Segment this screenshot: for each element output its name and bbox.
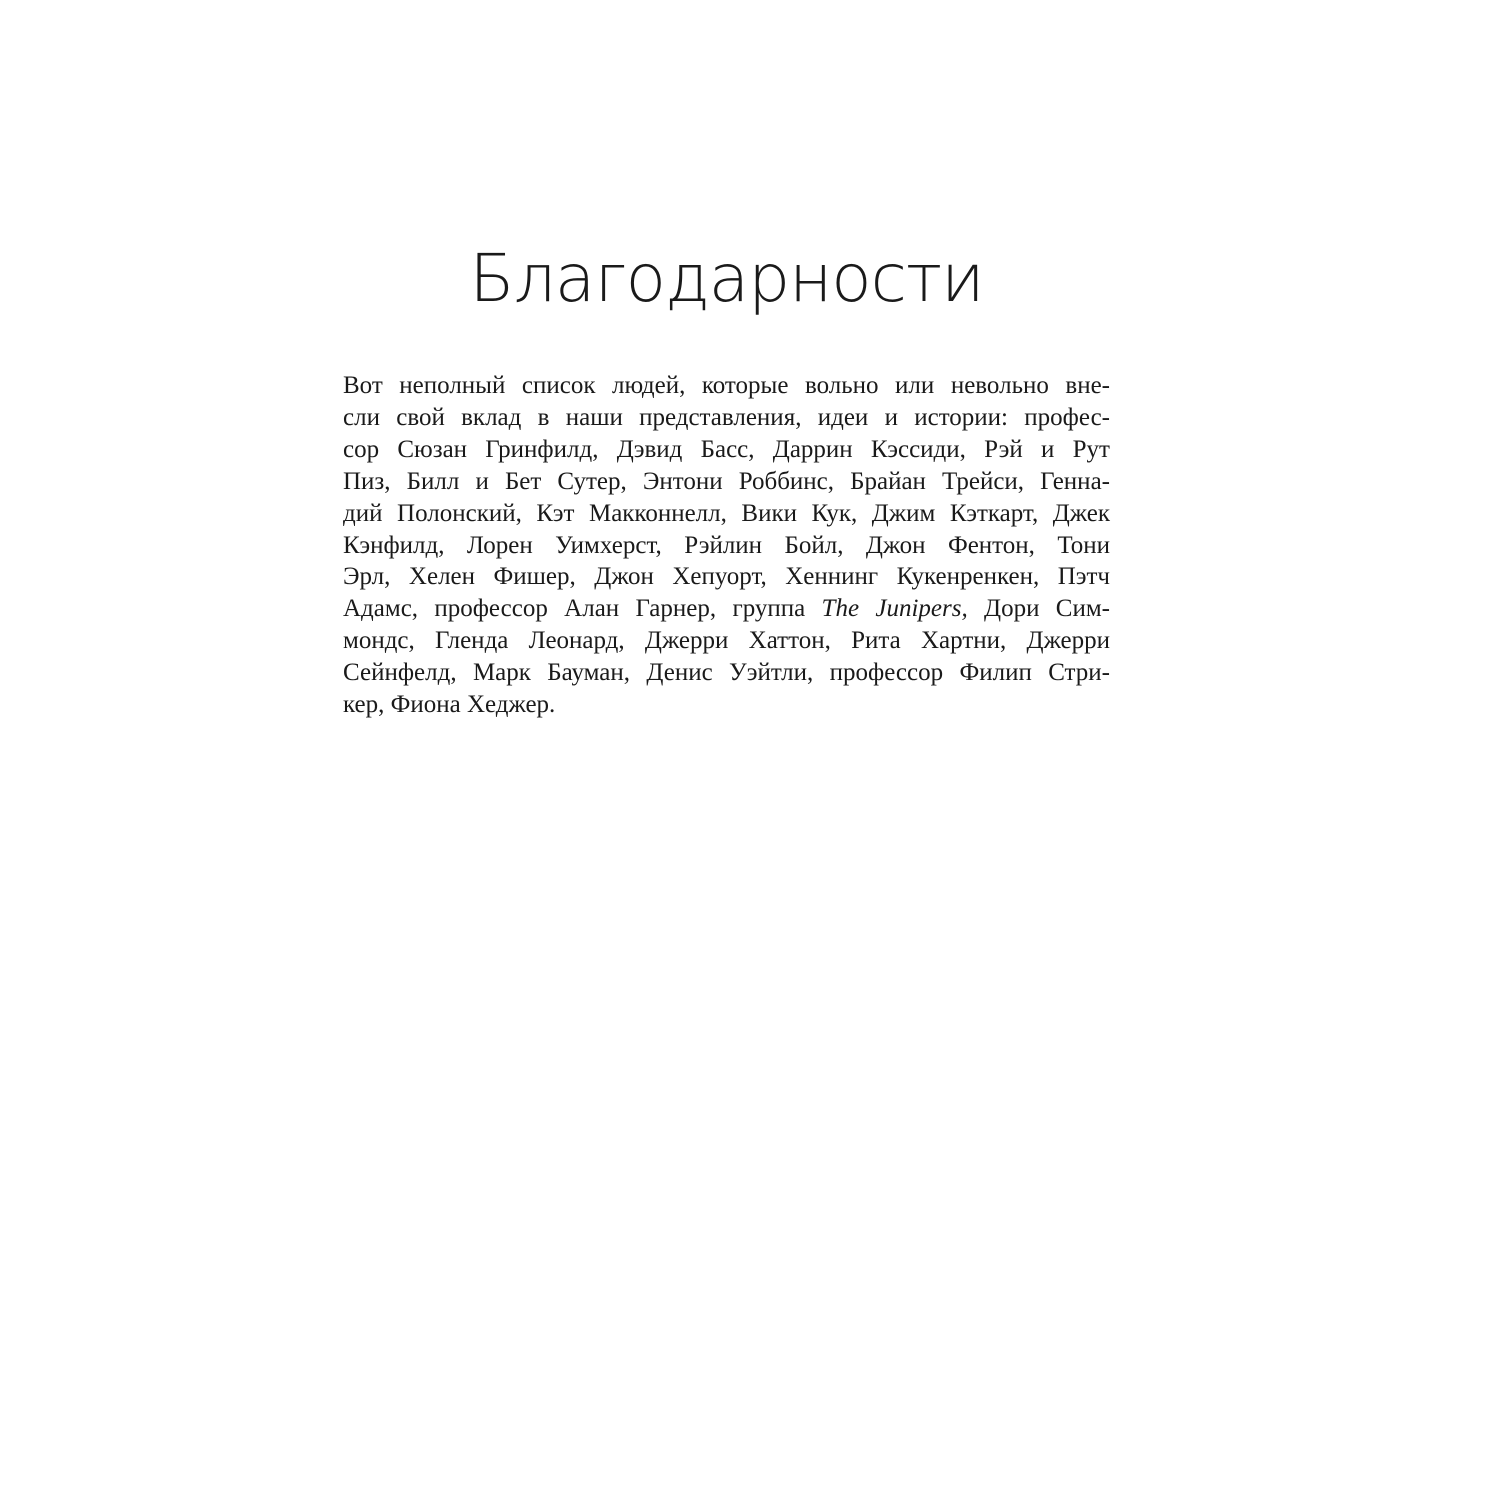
- paragraph-line: Сейнфелд, Марк Бауман, Денис Уэйтли, профессор Филип Стри-: [343, 659, 1110, 687]
- paragraph-line: сор Сюзан Гринфилд, Дэвид Басс, Даррин Кэссиди, Рэй и Рут: [343, 435, 1110, 463]
- paragraph-line: Кэнфилд, Лорен Уимхерст, Рэйлин Бойл, Джон Фентон, Тони: [343, 531, 1110, 559]
- paragraph-line: Эрл, Хелен Фишер, Джон Хепуорт, Хеннинг Кукенренкен, Пэтч: [343, 563, 1110, 591]
- acknowledgements-paragraph: [343, 370, 1110, 721]
- band-name-italic: The Junipers,: [821, 595, 968, 623]
- paragraph-line: дий Полонский, Кэт Макконнелл, Вики Кук, Джим Кэткарт, Джек: [343, 499, 1110, 527]
- paragraph-line: мондс, Гленда Леонард, Джерри Хаттон, Рита Хартни, Джерри: [343, 627, 1110, 655]
- paragraph-line-with-italic: [343, 593, 1110, 625]
- line-text-before: Адамс, профессор Алан Гарнер, группа: [343, 595, 822, 623]
- page-title: Благодарности: [469, 240, 984, 317]
- paragraph-line: сли свой вклад в наши представления, идеи и истории: профес-: [343, 403, 1110, 431]
- paragraph-line-last: кер, Фиона Хеджер.: [343, 691, 556, 719]
- paragraph-line: Вот неполный список людей, которые вольно или невольно вне-: [343, 372, 1110, 399]
- line-text-after: Дори Сим-: [967, 595, 1110, 623]
- paragraph-line: Пиз, Билл и Бет Сутер, Энтони Роббинс, Брайан Трейси, Генна-: [343, 467, 1110, 495]
